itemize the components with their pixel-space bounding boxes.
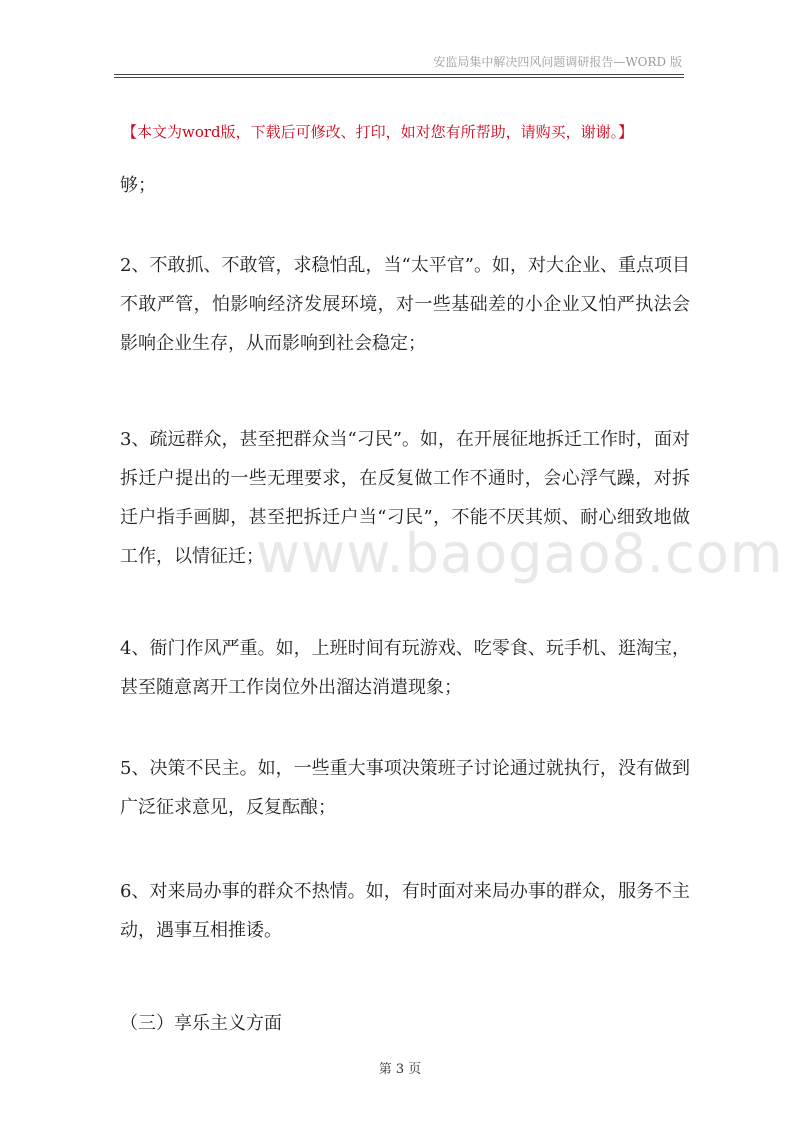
paragraph-item-3: 3、疏远群众，甚至把群众当“刁民”。如，在开展征地拆迁工作时，面对拆迁户提出的一些无理要求，在反复做工作不通时，会心浮气躁，对拆迁户指手画脚，甚至把拆迁户当“刁民”，不能不厌其烦、耐心细致地做工作，以情征迁； xyxy=(120,429,690,567)
paragraph-item-6: 6、对来局办事的群众不热情。如，有时面对来局办事的群众，服务不主动，遇事互相推诿。 xyxy=(120,881,690,941)
section-heading-hedonism: （三）享乐主义方面 xyxy=(120,1013,282,1034)
watermark-text: www.baogao8.com xyxy=(256,522,784,585)
paragraph-continuation: 够； xyxy=(120,175,156,196)
paragraph-item-5: 5、决策不民主。如，一些重大事项决策班子讨论通过就执行，没有做到广泛征求意见，反复酝酿； xyxy=(120,758,690,818)
header-divider-secondary xyxy=(114,77,684,78)
paragraph-item-4: 4、衙门作风严重。如，上班时间有玩游戏、吃零食、玩手机、逛淘宝，甚至随意离开工作岗位外出溜达消遣现象； xyxy=(120,638,690,698)
paragraph-item-2: 2、不敢抓、不敢管，求稳怕乱，当“太平官”。如，对大企业、重点项目不敢严管，怕影响经济发展环境，对一些基础差的小企业又怕严执法会影响企业生存，从而影响到社会稳定； xyxy=(120,255,690,354)
page-number: 第 3 页 xyxy=(378,1062,422,1077)
header-title: 安监局集中解决四风问题调研报告—WORD 版 xyxy=(433,55,682,69)
purchase-notice: 【本文为word版，下载后可修改、打印，如对您有所帮助，请购买，谢谢。】 xyxy=(122,123,634,141)
header-divider xyxy=(114,74,684,75)
